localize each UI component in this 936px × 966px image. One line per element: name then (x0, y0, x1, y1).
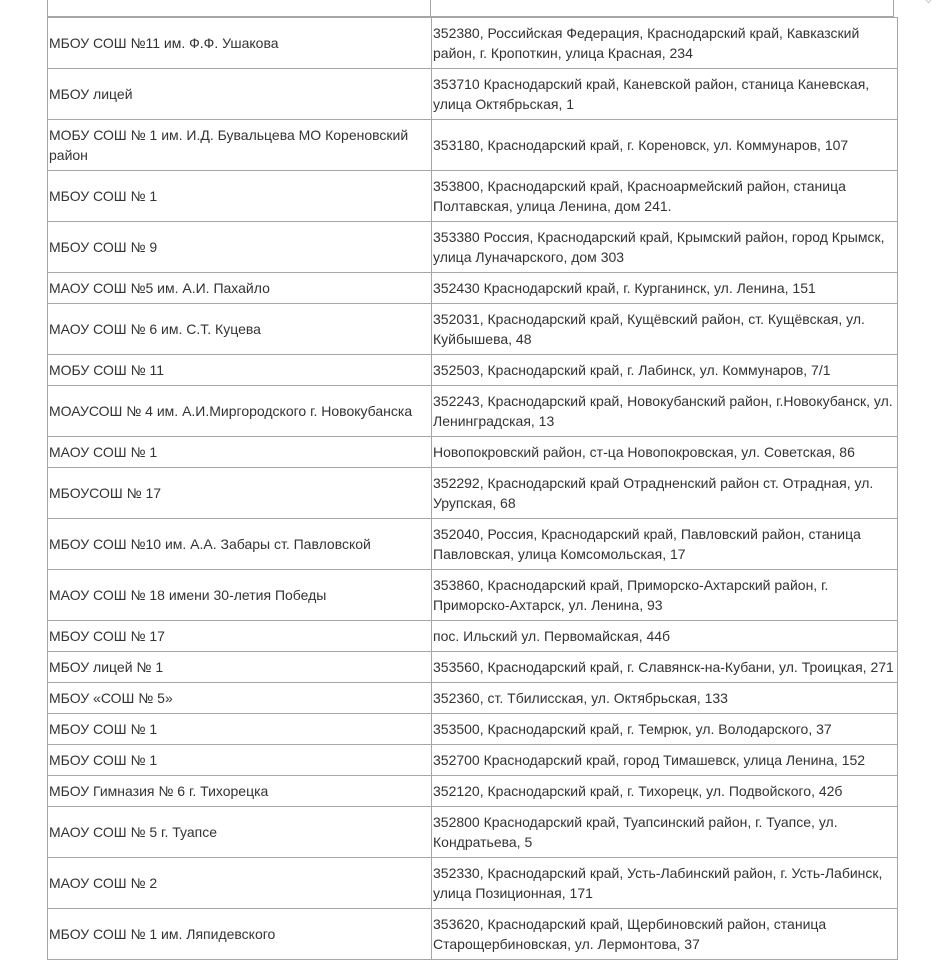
school-name-cell: МБОУСОШ № 17 (48, 468, 432, 519)
school-name-cell: МБОУ СОШ № 1 (48, 714, 432, 745)
school-name-cell: МАОУ СОШ № 1 (48, 437, 432, 468)
table-row (48, 468, 898, 519)
school-address-cell: 352292, Краснодарский край Отрадненский район ст. Отрадная, ул. Урупская, 68 (432, 468, 898, 519)
school-address-cell: 352330, Краснодарский край, Усть-Лабинский район, г. Усть-Лабинск, улица Позиционная, 171 (432, 858, 898, 909)
table-row (48, 273, 898, 304)
school-name-cell: МБОУ СОШ № 1 (48, 745, 432, 776)
school-address-cell: 353500, Краснодарский край, г. Темрюк, ул. Володарского, 37 (432, 714, 898, 745)
table-row (48, 304, 898, 355)
table-row (48, 909, 898, 960)
school-address-cell: 352800 Краснодарский край, Туапсинский район, г. Туапсе, ул. Кондратьева, 5 (432, 807, 898, 858)
school-address-cell: 353180, Краснодарский край, г. Кореновск, ул. Коммунаров, 107 (432, 120, 898, 171)
table-row (48, 621, 898, 652)
school-name-cell: МБОУ Гимназия № 6 г. Тихорецка (48, 776, 432, 807)
chevron-down-icon[interactable] (921, 0, 936, 3)
school-name-cell: МБОУ СОШ № 1 им. Ляпидевского (48, 909, 432, 960)
school-name-cell: МБОУ лицей № 1 (48, 652, 432, 683)
school-name-cell: МАОУ СОШ № 5 г. Туапсе (48, 807, 432, 858)
school-name-cell: МОБУ СОШ № 1 им. И.Д. Бувальцева МО Кореновский район (48, 120, 432, 171)
table-row (48, 18, 898, 69)
school-name-cell: МБОУ СОШ № 17 (48, 621, 432, 652)
table-row (48, 69, 898, 120)
table-row (48, 519, 898, 570)
table-row (48, 858, 898, 909)
table-row (48, 120, 898, 171)
table-row (48, 807, 898, 858)
table-row (48, 355, 898, 386)
table-row (48, 776, 898, 807)
school-address-cell: 353380 Россия, Краснодарский край, Крымский район, город Крымск, улица Луначарского, дом 303 (432, 222, 898, 273)
school-name-cell: МАОУ СОШ № 18 имени 30-летия Победы (48, 570, 432, 621)
table-row (48, 652, 898, 683)
school-address-cell: Новопокровский район, ст-ца Новопокровская, ул. Советская, 86 (432, 437, 898, 468)
table-row (48, 437, 898, 468)
school-address-cell: 352040, Россия, Краснодарский край, Павловский район, станица Павловская, улица Комсомольская, 17 (432, 519, 898, 570)
school-address-cell: 353710 Краснодарский край, Каневской район, станица Каневская, улица Октябрьская, 1 (432, 69, 898, 120)
school-name-cell: МАОУ СОШ №5 им. А.И. Пахайло (48, 273, 432, 304)
school-name-cell: МБОУ СОШ № 1 (48, 171, 432, 222)
school-address-cell: 352700 Краснодарский край, город Тимашевск, улица Ленина, 152 (432, 745, 898, 776)
school-name-cell: МОАУСОШ № 4 им. А.И.Миргородского г. Новокубанска (48, 386, 432, 437)
table-row (48, 683, 898, 714)
school-address-cell: 353620, Краснодарский край, Щербиновский район, станица Старощербиновская, ул. Лермонтова, 37 (432, 909, 898, 960)
previous-row-address-cell (430, 0, 894, 17)
table-row (48, 714, 898, 745)
school-name-cell: МБОУ СОШ №10 им. А.А. Забары ст. Павловской (48, 519, 432, 570)
school-address-cell: 353560, Краснодарский край, г. Славянск-на-Кубани, ул. Троицкая, 271 (432, 652, 898, 683)
table-row (48, 222, 898, 273)
school-address-cell: 352360, ст. Тбилисская, ул. Октябрьская, 133 (432, 683, 898, 714)
table-row (48, 171, 898, 222)
schools-table (47, 17, 898, 960)
school-name-cell: МБОУ СОШ №11 им. Ф.Ф. Ушакова (48, 18, 432, 69)
previous-row-name-cell (47, 0, 431, 17)
table-row (48, 570, 898, 621)
school-address-cell: 352430 Краснодарский край, г. Курганинск, ул. Ленина, 151 (432, 273, 898, 304)
school-name-cell: МАОУ СОШ № 6 им. С.Т. Куцева (48, 304, 432, 355)
school-address-cell: 352120, Краснодарский край, г. Тихорецк, ул. Подвойского, 42б (432, 776, 898, 807)
school-address-cell: 352503, Краснодарский край, г. Лабинск, ул. Коммунаров, 7/1 (432, 355, 898, 386)
school-address-cell: 353860, Краснодарский край, Приморско-Ахтарский район, г. Приморско-Ахтарск, ул. Ленина, 93 (432, 570, 898, 621)
school-name-cell: МБОУ «СОШ № 5» (48, 683, 432, 714)
table-row (48, 386, 898, 437)
school-name-cell: МБОУ лицей (48, 69, 432, 120)
previous-row-fragment (0, 0, 936, 17)
school-name-cell: МБОУ СОШ № 9 (48, 222, 432, 273)
school-address-cell: пос. Ильский ул. Первомайская, 44б (432, 621, 898, 652)
school-address-cell: 353800, Краснодарский край, Красноармейский район, станица Полтавская, улица Ленина, дом 241. (432, 171, 898, 222)
school-name-cell: МАОУ СОШ № 2 (48, 858, 432, 909)
school-address-cell: 352243, Краснодарский край, Новокубанский район, г.Новокубанск, ул. Ленинградская, 13 (432, 386, 898, 437)
school-address-cell: 352031, Краснодарский край, Кущёвский район, ст. Кущёвская, ул. Куйбышева, 48 (432, 304, 898, 355)
table-row (48, 745, 898, 776)
school-address-cell: 352380, Российская Федерация, Краснодарский край, Кавказский район, г. Кропоткин, улица Красная, 234 (432, 18, 898, 69)
school-name-cell: МОБУ СОШ № 11 (48, 355, 432, 386)
